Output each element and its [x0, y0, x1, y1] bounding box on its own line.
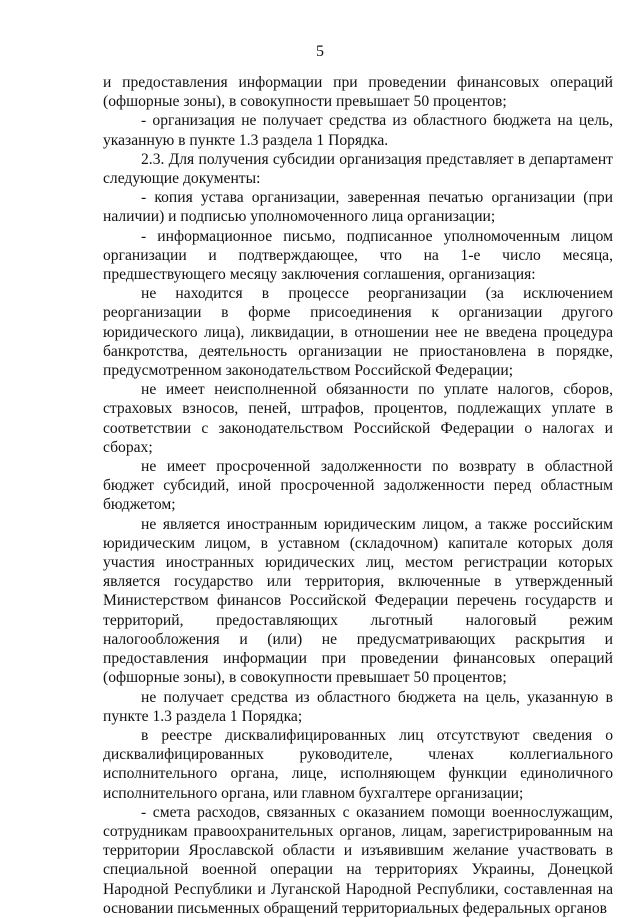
paragraph: в реестре дисквалифицированных лиц отсутствуют сведения о дисквалифицированных руководителе, членах коллегиального исполнительного органа, лице, исполняющем функции единоличного исполнительного органа, или главном бухгалтере организации;	[103, 726, 613, 802]
paragraph: - смета расходов, связанных с оказанием помощи военнослужащим, сотрудникам правоохранительных органов, лицам, зарегистрированным на территории Ярославской области и изъявившим желание участвовать в специальной военной операции на территориях Украины, Донецкой Народной Республики и Луганской Народной Республики, составленная на основании письменных обращений территориальных федеральных органов	[103, 803, 613, 917]
paragraph: - организация не получает средства из областного бюджета на цель, указанную в пункте 1.3 раздела 1 Порядка.	[103, 112, 613, 149]
paragraph: и предоставления информации при проведении финансовых операций (офшорные зоны), в совокупности превышает 50 процентов;	[103, 74, 613, 111]
paragraph: 2.3. Для получения субсидии организация представляет в департамент следующие документы:	[103, 150, 613, 188]
paragraph: - копия устава организации, заверенная печатью организации (при наличии) и подписью уполномоченного лица организации;	[103, 189, 613, 226]
paragraph: не находится в процессе реорганизации (за исключением реорганизации в форме присоединения к организации другого юридического лица), ликвидации, в отношении нее не введена процедура банкротства, деятельность организации не приостановлена в порядке, предусмотренном законодательством Российской Федерации;	[103, 285, 613, 380]
paragraph: не имеет неисполненной обязанности по уплате налогов, сборов, страховых взносов, пеней, штрафов, процентов, подлежащих уплате в соответствии с законодательством Российской Федерации о налогах и сборах;	[103, 381, 613, 456]
paragraph: - информационное письмо, подписанное уполномоченным лицом организации и подтверждающее, что на 1-е число месяца, предшествующего месяцу заключения соглашения, организация:	[103, 227, 613, 284]
page-number: 5	[316, 43, 324, 60]
document-body	[103, 73, 613, 918]
paragraph: не является иностранным юридическим лицом, а также российским юридическим лицом, в уставном (складочном) капитале которых доля участия иностранных юридических лиц, местом регистрации которых является государство или территория, включенные в утвержденный Министерством финансов Российской Федерации перечень государств и территорий, предоставляющих льготный налоговый режим налогообложения и (или) не предусматривающих раскрытия и предоставления информации при проведении финансовых операций (офшорные зоны), в совокупности превышает 50 процентов;	[103, 515, 613, 687]
paragraph: не получает средства из областного бюджета на цель, указанную в пункте 1.3 раздела 1 Порядка;	[103, 688, 613, 725]
paragraph: не имеет просроченной задолженности по возврату в областной бюджет субсидий, иной просроченной задолженности перед областным бюджетом;	[103, 458, 613, 514]
